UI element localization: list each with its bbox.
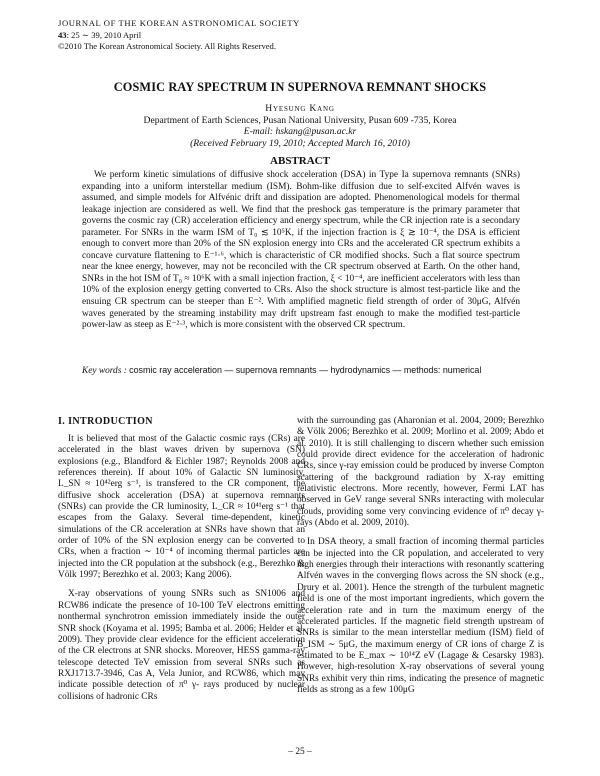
keywords-list: cosmic ray acceleration — supernova remnants — hydrodynamics — methods: numerical [129, 365, 482, 375]
copyright-notice: ©2010 The Korean Astronomical Society. All Rights Reserved. [58, 41, 276, 51]
intro-paragraph-1: It is believed that most of the Galactic cosmic rays (CRs) are accelerated in the blast waves driven by supernova (SN) explosions (e.g., Blandford & Eichler 1987; Reynolds 2008 and references therein). If about 10% of Galactic SN luminosity, L_SN ≈ 10⁴²erg s⁻¹, is transfered to the CR component, the diffusive shock acceleration (DSA) at supernova remnants (SNRs) can provide the CR luminosity, L_CR ≈ 10⁴¹erg s⁻¹ that escapes from the Galaxy. Several time-dependent, kinetic simulations of the CR acceleration at SNRs have shown that an order of 10% of the SN explosion energy can be converted to CRs, when a fraction ∼ 10⁻⁴ of incoming thermal particles are injected into the CR population at the subshock (e.g., Berezhko & Völk 1997; Berezhko et al. 2003; Kang 2006). [58, 434, 305, 581]
author-name: Hyesung Kang [265, 103, 335, 114]
intro-paragraph-2: X-ray observations of young SNRs such as SN1006 and RCW86 indicate the presence of 10-100 TeV electrons emitting nonthermal synchrotron emission immediately inside the outer SNR shock (Koyama et al. 1995; Bamba et al. 2006; Helder et al. 2009). They provide clear evidence for the efficient acceleration of the CR electrons at SNR shocks. Moreover, HESS gamma-ray telescope detected TeV emission from several SNRs such as RXJ1713.7-3946, Cas A, Vela Junior, and RCW86, which may indicate possible detection of π⁰ γ- rays produced by nuclear collisions of hadronic CRs [58, 589, 305, 702]
journal-header [58, 18, 300, 53]
received-dates: (Received February 19, 2010; Accepted March 16, 2010) [190, 137, 410, 149]
section-heading-introduction: I. INTRODUCTION [58, 416, 153, 427]
keywords-label: Key words : [82, 366, 127, 376]
paper-title: COSMIC RAY SPECTRUM IN SUPERNOVA REMNANT SHOCKS [113, 80, 487, 94]
right-column [297, 416, 544, 696]
author-block [0, 103, 600, 149]
citation-pages: : 25 ∼ 39, 2010 April [66, 29, 142, 40]
abstract-heading: ABSTRACT [270, 155, 330, 167]
intro-paragraph-3: In DSA theory, a small fraction of incoming thermal particles can be injected into the CR population, and accelerated to very high energies through their interactions with resonantly scattering Alfvén waves in the converging flows across the SN shock (e.g., Drury et al. 2001). Hence the strength of the turbulent magnetic field is one of the most important ingredients, which govern the acceleration rate and in turn the maximum energy of the accelerated particles. If the magnetic field strength upstream of SNRs is similar to the mean interstellar medium (ISM) field of B_ISM ∼ 5μG, the maximum energy of CR ions of charge Z is estimated to be E_max ∼ 10¹⁴Z eV (Lagage & Cesarsky 1983). However, high-resolution X-ray observations of several young SNRs exhibit very thin rims, indicating the presence of magnetic fields as strong as a few 100μG [297, 537, 544, 695]
journal-name: JOURNAL OF THE KOREAN ASTRONOMICAL SOCIETY [58, 18, 300, 28]
author-email: E-mail: hskang@pusan.ac.kr [243, 126, 357, 138]
abstract-text: We perform kinetic simulations of diffusive shock acceleration (DSA) in Type Ia supernova remnants (SNRs) expanding into a uniform interstellar medium (ISM). Bohm-like diffusion due to self-excited Alfvén waves is assumed, and simple models for Alfvénic drift and dissipation are adopted. Phenomenological models for thermal leakage injection are considered as well. We find that the preshock gas temperature is the primary parameter that governs the cosmic ray (CR) acceleration efficiency and energy spectrum, while the CR injection rate is a secondary parameter. For SNRs in the warm ISM of T₀ ≲ 10⁵K, if the injection fraction is ξ ≳ 10⁻⁴, the DSA is efficient enough to convert more than 20% of the SN explosion energy into CRs and the accelerated CR spectrum exhibits a concave curvature flattening to E⁻¹·⁶, which is characteristic of CR modified shocks. Such a flat source spectrum near the knee energy, however, may not be reconciled with the CR spectrum observed at Earth. On the other hand, SNRs in the hot ISM of T₀ ≈ 10⁶K with a small injection fraction, ξ < 10⁻⁴, are inefficient accelerators with less than 10% of the explosion energy getting converted to CRs. Also the shock structure is almost test-particle like and the ensuing CR spectrum can be steeper than E⁻². With amplified magnetic field strength of order of 30μG, Alfvén waves generated by the streaming instability may drift upstream fast enough to make the modified test-particle power-law as steep as E⁻²·³, which is more consistent with the observed CR spectrum. [82, 170, 520, 331]
intro-paragraph-2-continued: with the surrounding gas (Aharonian et al. 2004, 2009; Berezhko & Völk 2006; Berezhko et al. 2009; Morlino et al. 2009; Abdo et al. 2010). It is still challenging to discern whether such emission could provide direct evidence for the acceleration of hadronic CRs, since γ-ray emission could be produced by inverse Compton scattering of the background radiation by X-ray emitting relativistic electrons. More recently, however, Fermi LAT has observed in GeV range several SNRs interacting with molecular clouds, providing some very convincing evidence of π⁰ decay γ-rays (Abdo et al. 2009, 2010). [297, 416, 544, 529]
left-column [58, 434, 305, 703]
citation [58, 30, 300, 42]
page-number: – 25 – [288, 747, 312, 757]
affiliation: Department of Earth Sciences, Pusan National University, Pusan 609 -735, Korea [143, 114, 457, 126]
keywords-line [82, 365, 520, 376]
volume-number: 43 [58, 29, 67, 40]
